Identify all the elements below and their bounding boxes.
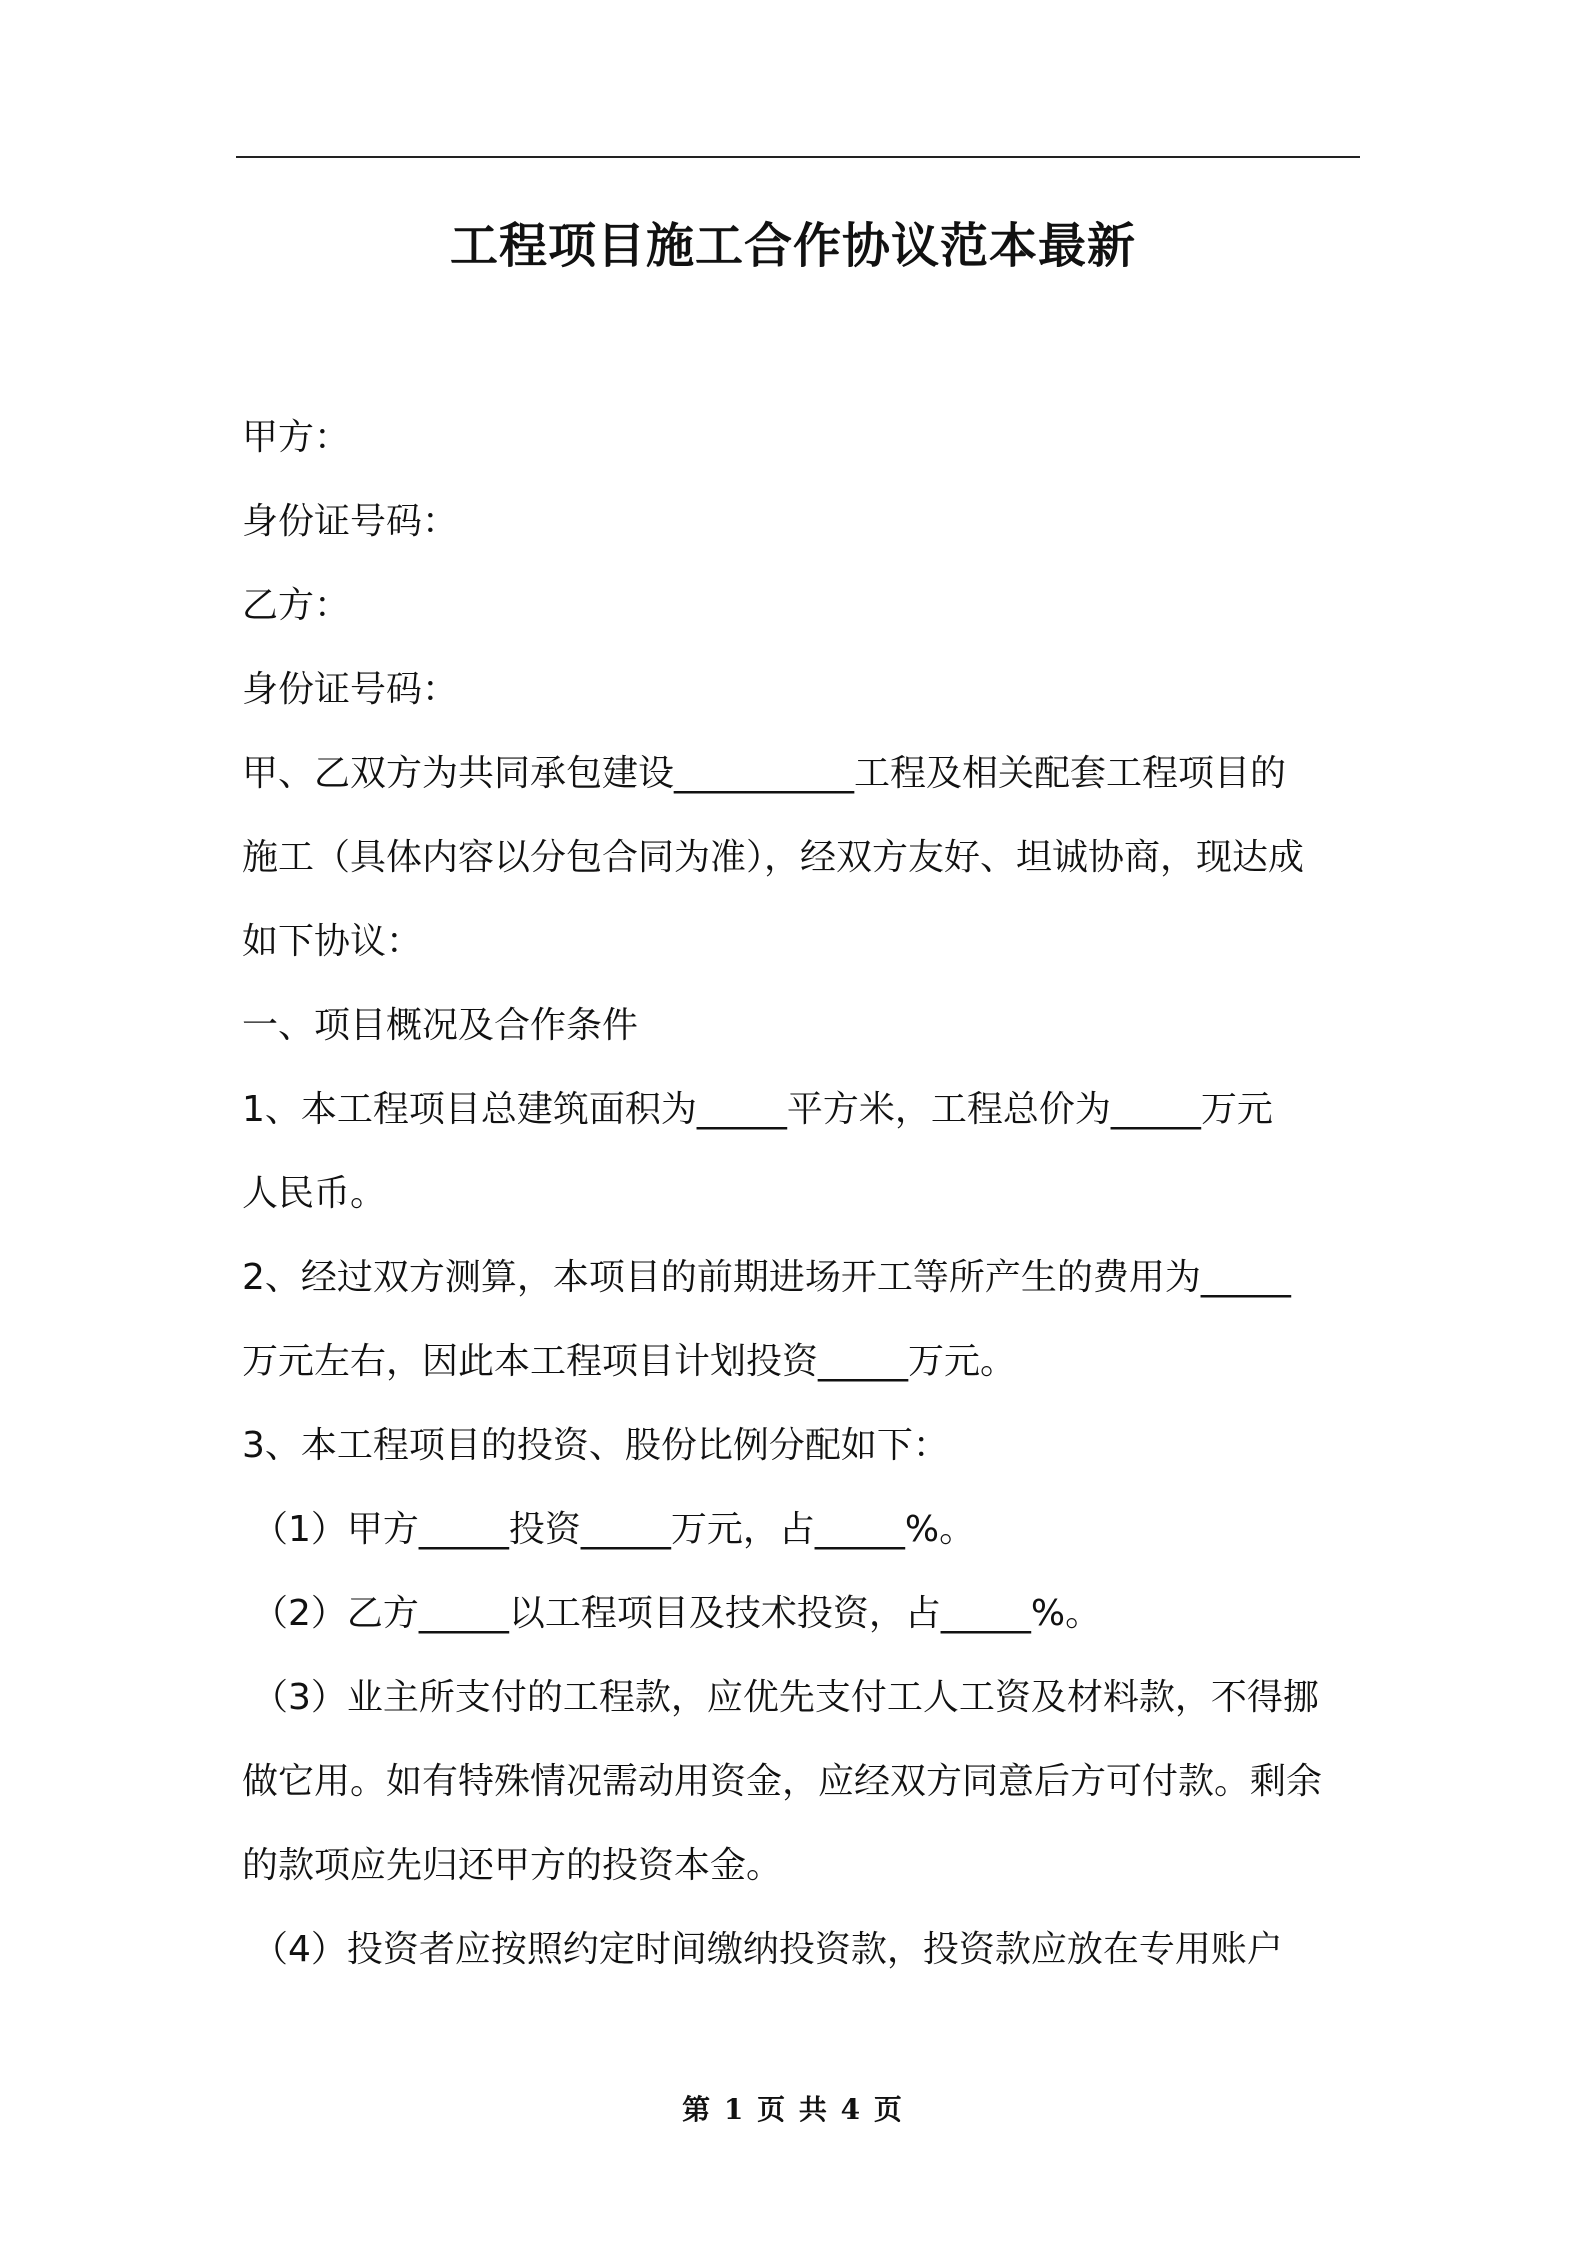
sub-clause-3-line: （3）业主所支付的工程款，应优先支付工人工资及材料款，不得挪 — [252, 1677, 1319, 1718]
sub-clause-1: （1）甲方_____投资_____万元，占_____%。 — [252, 1509, 976, 1550]
party-b-id-label: 身份证号码： — [242, 669, 459, 710]
sub-clause-2: （2）乙方_____以工程项目及技术投资，占_____%。 — [252, 1593, 1102, 1634]
sub-clause-4-line: （4）投资者应按照约定时间缴纳投资款，投资款应放在专用账户 — [252, 1929, 1283, 1970]
document-title: 工程项目施工合作协议范本最新 — [449, 218, 1136, 274]
clause-2-line: 万元左右，因此本工程项目计划投资_____万元。 — [242, 1341, 1017, 1382]
sub-clause-3-line: 的款项应先归还甲方的投资本金。 — [242, 1845, 783, 1886]
page-number-footer: 第 1 页 共 4 页 — [682, 2093, 904, 2126]
section-heading: 一、项目概况及合作条件 — [242, 1005, 639, 1046]
intro-paragraph-line: 如下协议： — [242, 921, 423, 962]
party-a-id-label: 身份证号码： — [242, 501, 459, 542]
sub-clause-3-line: 做它用。如有特殊情况需动用资金，应经双方同意后方可付款。剩余 — [242, 1761, 1323, 1802]
intro-paragraph-line: 甲、乙双方为共同承包建设__________工程及相关配套工程项目的 — [242, 753, 1287, 794]
intro-paragraph-line: 施工（具体内容以分包合同为准），经双方友好、坦诚协商，现达成 — [242, 837, 1305, 878]
header-rule — [236, 156, 1360, 158]
party-a-label: 甲方： — [242, 417, 351, 458]
party-b-label: 乙方： — [242, 585, 351, 626]
clause-1-line: 1、本工程项目总建筑面积为_____平方米，工程总价为_____万元 — [242, 1089, 1273, 1130]
clause-2-line: 2、经过双方测算，本项目的前期进场开工等所产生的费用为_____ — [242, 1257, 1291, 1298]
clause-3-line: 3、本工程项目的投资、股份比例分配如下： — [242, 1425, 949, 1466]
clause-1-line: 人民币。 — [242, 1173, 387, 1214]
